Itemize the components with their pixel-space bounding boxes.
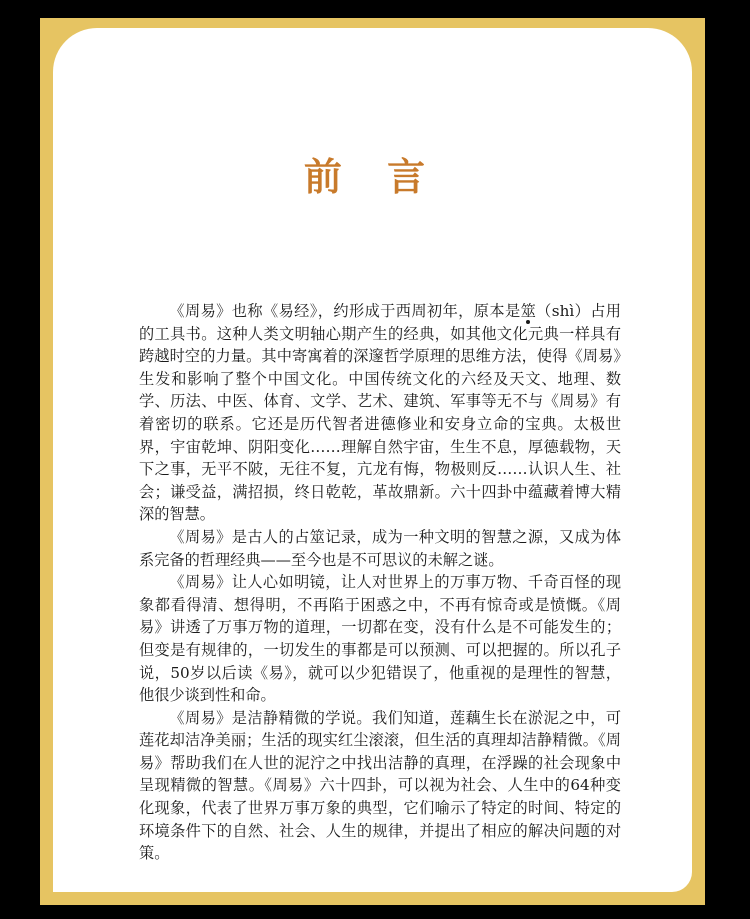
preface-body <box>139 300 621 865</box>
paragraph-1-part-2: （shì）占用的工具书。这种人类文明轴心期产生的经典，如其他文化元典一样具有跨越时空的力量。其中寄寓着的深邃哲学原理的思维方法，使得《周易》生发和影响了整个中国文化。中国传统文化的六经及天文、地理、数学、历法、中医、体育、文学、艺术、建筑、军事等无不与《周易》有着密切的联系。它还是历代智者进德修业和安身立命的宝典。太极世界，宇宙乾坤、阴阳变化……理解自然宇宙，生生不息，厚德载物，天下之事，无平不陂，无往不复，亢龙有悔，物极则反……认识人生、社会；谦受益，满招损，终日乾乾，革故鼎新。六十四卦中蕴藏着博大精深的智慧。 <box>139 302 621 524</box>
paragraph-2: 《周易》是古人的占筮记录，成为一种文明的智慧之源，又成为体系完备的哲理经典——至今也是不可思议的未解之谜。 <box>139 527 621 569</box>
document-page <box>53 28 692 892</box>
page-title: 前 言 <box>303 154 442 199</box>
page-frame <box>40 18 705 905</box>
pronunciation-marked-char: 筮 <box>520 302 537 320</box>
paragraph-4: 《周易》是洁静精微的学说。我们知道，莲藕生长在淤泥之中，可莲花却洁净美丽；生活的现实红尘滚滚，但生活的真理却洁静精微。《周易》帮助我们在人世的泥泞之中找出洁静的真理，在浮躁的社会现象中呈现精微的智慧。《周易》六十四卦，可以视为社会、人生中的64种变化现象，代表了世界万事万象的典型，它们喻示了特定的时间、特定的环境条件下的自然、社会、人生的规律，并提出了相应的解决问题的对策。 <box>139 708 621 863</box>
paragraph-1-part-1: 《周易》也称《易经》，约形成于西周初年，原本是 <box>169 302 521 320</box>
paragraph-3: 《周易》让人心如明镜，让人对世界上的万事万物、千奇百怪的现象都看得清、想得明，不再陷于困惑之中，不再有惊奇或是愤慨。《周易》讲透了万事万物的道理，一切都在变，没有什么是不可能发生的；但变是有规律的，一切发生的事都是可以预测、可以把握的。所以孔子说，50岁以后读《易》，就可以少犯错误了，他重视的是理性的智慧，他很少谈到性和命。 <box>139 573 621 705</box>
paragraph-1 <box>139 300 621 526</box>
